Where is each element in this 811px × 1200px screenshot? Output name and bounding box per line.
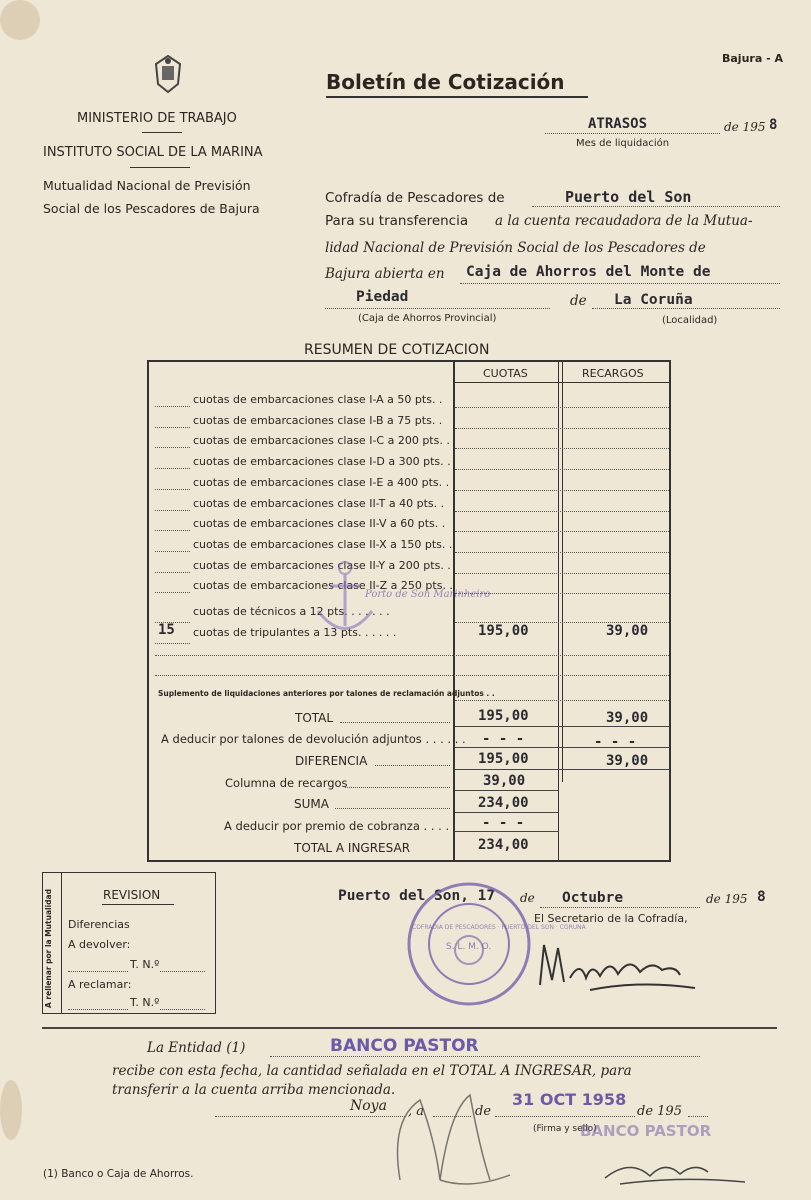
row-vessel-class: cuotas de embarcaciones clase I-E a 400 pts. . — [193, 475, 450, 489]
dotted-leader — [160, 970, 205, 972]
row-rule — [455, 812, 559, 813]
de-label: de — [520, 891, 535, 905]
bank-line1 — [460, 282, 780, 284]
form-code: Bajura - A — [722, 52, 783, 65]
bank-signature — [600, 1148, 750, 1192]
bank-line2 — [325, 307, 550, 309]
anchor-stamp-text: Porto de Son Marinheiro — [365, 589, 491, 600]
row-vessel-class: cuotas de embarcaciones clase II-X a 150 pts. . — [193, 537, 453, 551]
seal-text: COFRADIA DE PESCADORES · PUERTO DEL SON · CORUÑA — [412, 924, 586, 931]
cofradia-value: Puerto del Son — [565, 188, 692, 206]
col-header-recargos: RECARGOS — [582, 367, 644, 380]
bank-stamp: BANCO PASTOR — [580, 1122, 712, 1140]
dotted-leader — [160, 1008, 205, 1010]
year-digit: 8 — [757, 889, 766, 905]
bank-de: de — [475, 1104, 492, 1119]
col-divider — [558, 362, 559, 860]
row-rule — [455, 448, 669, 449]
revision-divider — [61, 872, 62, 1014]
secretary-signature-text — [600, 960, 605, 961]
coat-of-arms-icon — [153, 54, 183, 98]
header-rule — [453, 382, 669, 383]
suma-value: 234,00 — [478, 795, 529, 811]
row-count-line — [155, 572, 190, 573]
total-cuotas: 195,00 — [478, 708, 529, 724]
period-caption: Mes de liquidación — [576, 138, 670, 149]
cofradia-label: Cofradía de Pescadores de — [325, 190, 505, 206]
dotted-leader — [68, 970, 128, 972]
row-vessel-class: cuotas de embarcaciones clase II-T a 40 pts. . — [193, 496, 445, 510]
place-date: Puerto del Son, 17 — [338, 888, 496, 904]
total-recargos: 39,00 — [606, 710, 649, 726]
bank-place: Noya — [350, 1098, 387, 1114]
bank-scrawl — [380, 1080, 540, 1194]
ingresar-value: 234,00 — [478, 837, 529, 853]
bank-signature-text — [640, 1160, 645, 1161]
tripulantes-cuotas: 195,00 — [478, 623, 529, 639]
row-vessel-class: cuotas de embarcaciones clase II-V a 60 pts. . — [193, 517, 446, 531]
row-rule — [455, 428, 669, 429]
page-title: Boletín de Cotización — [326, 70, 565, 94]
premio-value: - - - — [482, 815, 525, 831]
row-rule — [455, 552, 669, 553]
secretary-signature — [530, 930, 700, 1004]
ingresar-label: TOTAL A INGRESAR — [294, 841, 411, 855]
institute-name: INSTITUTO SOCIAL DE LA MARINA — [43, 145, 263, 160]
transfer-text: a la cuenta recaudadora de la Mutua- — [495, 213, 753, 229]
col-recargos-value: 39,00 — [483, 773, 526, 789]
bank-value2: Piedad — [356, 289, 409, 305]
row-rule — [155, 675, 669, 676]
row-vessel-class: cuotas de embarcaciones clase I-D a 300 pts. . — [193, 455, 451, 469]
row-rule — [455, 769, 669, 770]
revision-tn2: T. N.º — [130, 996, 160, 1009]
mutual-line2: Social de los Pescadores de Bajura — [43, 201, 260, 216]
row-rule — [455, 407, 669, 408]
signature-month: Octubre — [562, 890, 624, 906]
row-count-line — [155, 592, 190, 593]
deducir-cuotas: - - - — [482, 731, 525, 747]
row-rule — [455, 726, 669, 727]
de-label: de — [570, 293, 587, 309]
row-count-line — [155, 447, 190, 448]
revision-reclamar: A reclamar: — [68, 978, 132, 991]
period-line — [545, 132, 720, 134]
dotted-leader — [335, 808, 450, 809]
row-rule — [155, 655, 669, 656]
revision-devolver: A devolver: — [68, 938, 131, 951]
entity-value: BANCO PASTOR — [330, 1036, 479, 1056]
secretary-caption: El Secretario de la Cofradía, — [534, 912, 688, 925]
revision-diferencias: Diferencias — [68, 918, 130, 931]
bank-line2: transferir a la cuenta arriba mencionada. — [112, 1082, 396, 1098]
row-count-line — [155, 530, 190, 531]
locality-value: La Coruña — [614, 292, 693, 308]
period-value: ATRASOS — [588, 116, 648, 132]
anchor-stamp — [310, 556, 380, 646]
period-year-digit: 8 — [769, 117, 778, 133]
month-line — [540, 906, 700, 908]
dotted-leader — [375, 765, 450, 766]
year-prefix: de 195 — [706, 892, 748, 906]
total-label: TOTAL — [295, 711, 334, 725]
bank-line1: recibe con esta fecha, la cantidad señalada en el TOTAL A INGRESAR, para — [112, 1063, 632, 1079]
row-rule — [455, 531, 669, 532]
summary-title: RESUMEN DE COTIZACION — [304, 342, 490, 358]
bank-caption: (Caja de Ahorros Provincial) — [358, 313, 497, 324]
row-count-line — [155, 468, 190, 469]
row-count-line — [155, 551, 190, 552]
dotted-leader — [340, 722, 450, 723]
footnote: (1) Banco o Caja de Ahorros. — [43, 1168, 194, 1180]
tripulantes-recargos: 39,00 — [606, 623, 649, 639]
row-rule — [455, 573, 669, 574]
deducir-recargos: - - - — [594, 734, 637, 750]
row-tecnicos: cuotas de técnicos a 12 pts. . . . . . . — [193, 605, 390, 618]
revision-tn1: T. N.º — [130, 958, 160, 971]
entity-label: La Entidad (1) — [147, 1040, 246, 1056]
date-stamp: 31 OCT 1958 — [512, 1090, 627, 1109]
divider — [130, 167, 190, 168]
col-recargos-label: Columna de recargos — [225, 776, 348, 790]
seal-inner-text: S. L. M. O. — [446, 942, 492, 952]
col-header-cuotas: CUOTAS — [483, 367, 528, 380]
divider — [102, 904, 174, 905]
period-year-prefix: de 195 — [724, 120, 766, 134]
locality-caption: (Localidad) — [662, 315, 718, 326]
row-rule — [455, 469, 669, 470]
bank-a: , a — [408, 1104, 425, 1119]
section-divider — [42, 1027, 777, 1029]
row-rule — [455, 790, 559, 791]
divider — [142, 132, 182, 133]
transfer-line3: Bajura abierta en — [325, 266, 445, 282]
row-vessel-class: cuotas de embarcaciones clase I-A a 50 pts. . — [193, 393, 443, 406]
bank-year-prefix: de 195 — [637, 1104, 682, 1119]
row-count-line — [155, 406, 190, 407]
place-line — [215, 1115, 405, 1117]
row-vessel-class: cuotas de embarcaciones clase II-Z a 250 pts. . — [193, 579, 453, 593]
row-rule — [455, 700, 669, 701]
diferencia-recargos: 39,00 — [606, 753, 649, 769]
tripulantes-count: 15 — [158, 622, 175, 638]
paper-stain — [0, 0, 40, 40]
row-suplemento: Suplemento de liquidaciones anteriores por talones de reclamación adjuntos . . — [158, 689, 495, 698]
row-rule — [455, 490, 669, 491]
firma-caption: (Firma y sello) — [533, 1124, 597, 1134]
revision-side-label: A rellenar por la Mutualidad — [44, 889, 53, 1008]
bank-value1: Caja de Ahorros del Monte de — [466, 264, 711, 280]
suma-label: SUMA — [294, 797, 329, 811]
mutual-line1: Mutualidad Nacional de Previsión — [43, 178, 251, 193]
row-count-line — [155, 427, 190, 428]
row-vessel-class: cuotas de embarcaciones clase I-C a 200 pts. . — [193, 434, 450, 448]
transfer-prefix: Para su transferencia — [325, 213, 469, 229]
row-rule — [455, 747, 669, 748]
ministry-name: MINISTERIO DE TRABAJO — [77, 111, 237, 126]
row-vessel-class: cuotas de embarcaciones clase II-Y a 200 pts. . — [193, 558, 451, 572]
revision-title: REVISION — [103, 888, 161, 902]
premio-label: A deducir por premio de cobranza . . . . — [224, 819, 450, 833]
transfer-line2: lidad Nacional de Previsión Social de los Pescadores de — [325, 240, 706, 256]
diferencia-label: DIFERENCIA — [295, 754, 368, 768]
row-rule — [455, 831, 559, 832]
row-vessel-class: cuotas de embarcaciones clase I-B a 75 pts. . — [193, 413, 443, 427]
row-count-line — [155, 489, 190, 490]
dotted-leader — [345, 787, 450, 788]
title-underline — [326, 96, 588, 98]
deducir-label: A deducir por talones de devolución adjuntos . . . . . . — [161, 732, 466, 746]
diferencia-cuotas: 195,00 — [478, 751, 529, 767]
dotted-leader — [68, 1008, 128, 1010]
year-line — [688, 1115, 708, 1117]
paper-stain — [0, 1080, 22, 1140]
row-rule — [455, 511, 669, 512]
row-tripulantes: cuotas de tripulantes a 13 pts. . . . . . — [193, 626, 397, 639]
row-count-line — [155, 510, 190, 511]
